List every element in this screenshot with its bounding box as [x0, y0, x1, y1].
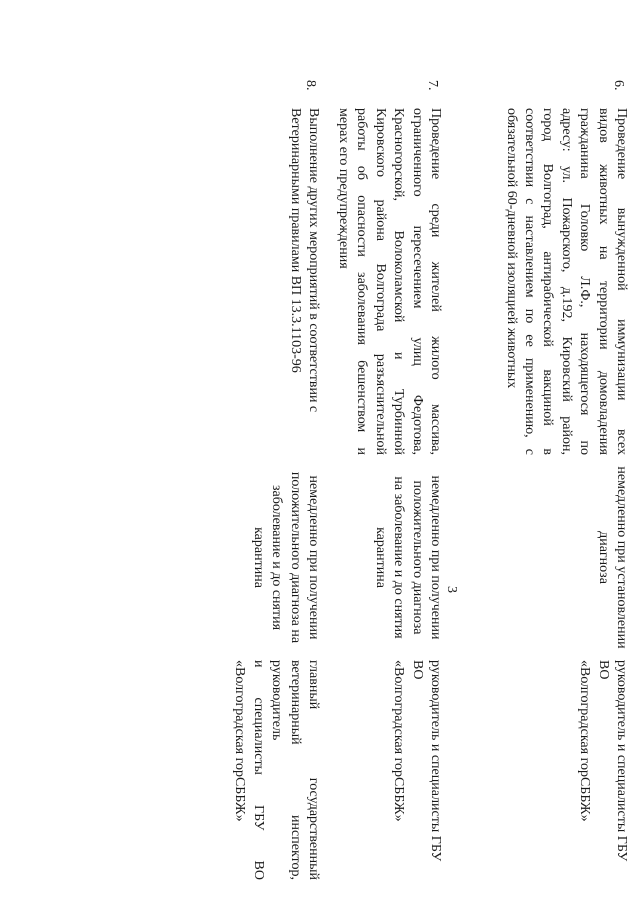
deadline-line: положительного диагноза	[409, 480, 425, 635]
row-7-measure	[334, 108, 444, 455]
measure-line: Ветеринарными правилами ВП 13.3.1103-96	[287, 108, 303, 373]
row-8-deadline	[248, 455, 322, 660]
deadline-line: карантина	[250, 527, 266, 588]
measure-line: ограниченного пересечением улиц Федотова,	[409, 108, 425, 455]
measure-line: Кировского района Волгограда разъяснительной	[372, 108, 388, 455]
row-8-measure	[285, 108, 322, 455]
responsible-line: главный государственный	[306, 660, 321, 880]
measure-line: адресу: ул. Пожарского, д.192, Кировский район,	[558, 108, 574, 455]
deadline-line: карантина	[372, 527, 388, 588]
page-number: 3	[444, 586, 459, 593]
measure-line: гражданина Головко Л.Ф., находящегося по	[577, 108, 593, 455]
row-number-7: 7.	[425, 80, 440, 91]
measure-line: обязательной 60-дневной изоляцией животных	[503, 108, 519, 389]
deadline-line: диагноза	[595, 531, 611, 584]
measure-line: работы об опасности заболевания бешенством и	[354, 108, 370, 455]
measure-line: Красногорской, Волоколамской и Турбинной	[391, 108, 407, 455]
deadline-line: на заболевание и до снятия	[391, 476, 407, 639]
measure-line: видов животных на территории домовладения	[595, 108, 611, 455]
responsible-line: руководитель и специалисты ГБУ ВО	[409, 660, 443, 862]
deadline-line: немедленно при получении	[306, 475, 321, 640]
measure-line: мерах его предупреждения	[335, 108, 351, 269]
row-6-responsible	[575, 660, 630, 880]
responsible-line: «Волгоградская горСББЖ»	[577, 660, 593, 822]
responsible-line: «Волгоградская горСББЖ»	[391, 660, 407, 822]
responsible-line: руководитель и специалисты ГБУ ВО	[595, 660, 629, 862]
deadline-line: немедленно при получении	[428, 475, 443, 640]
row-7-deadline	[370, 455, 444, 660]
measure-line: город Волгоград, антирабической вакциной в	[540, 108, 556, 455]
responsible-line: и специалисты ГБУ ВО	[250, 660, 266, 880]
responsible-line: ветеринарный инспектор, руководитель	[269, 660, 303, 880]
row-7-responsible	[389, 660, 444, 880]
measure-line: соответствии с наставлением по ее применению, с	[521, 108, 537, 455]
responsible-line: «Волгоградская горСББЖ»	[232, 660, 248, 822]
deadline-line: заболевание и до снятия	[269, 484, 285, 631]
row-number-6: 6.	[611, 80, 626, 91]
deadline-line: положительного диагноза на	[287, 471, 303, 644]
measure-line: Выполнение других мероприятий в соответствии с	[306, 108, 321, 413]
row-6-deadline	[593, 455, 630, 660]
measure-line: Проведение среди жителей жилого массива,	[428, 108, 443, 455]
row-6-measure	[501, 108, 630, 455]
measure-line: Проведение вынужденной иммунизации всех	[614, 108, 629, 455]
deadline-line: немедленно при установлении	[614, 466, 629, 649]
row-8-responsible	[230, 660, 322, 880]
row-number-8: 8.	[303, 80, 318, 91]
